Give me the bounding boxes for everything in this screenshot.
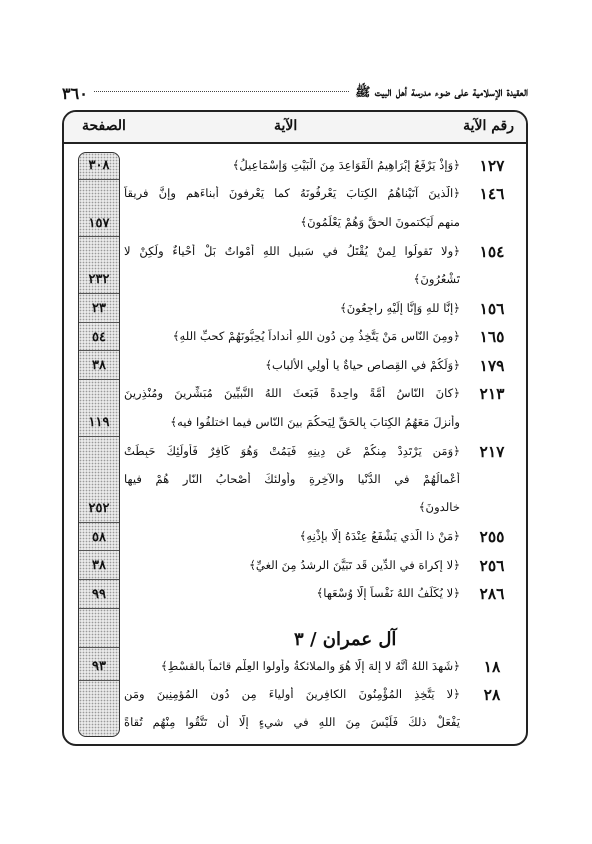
page-ref: ٩٣ xyxy=(92,659,106,674)
row-separator xyxy=(79,379,119,380)
verse-text: ﴿كانَ النّاسُ أُمَّةً واحِدةً فَبَعثَ اللهُ النَّبيِّينَ مُبَشِّرينَ ومُنْذِرينَ xyxy=(124,386,460,400)
index-table xyxy=(62,110,528,746)
row-separator xyxy=(79,236,119,237)
page-ref: ٢٥٢ xyxy=(88,501,110,516)
verse-text: يَفْعَلْ ذلكَ فَلَيْسَ مِنَ اللهِ في شيءٍ إلّا أن تَتَّقُوا مِنْهُم تُقاةً xyxy=(124,715,460,729)
page-ref: ٩٩ xyxy=(92,587,106,602)
verse-number: ١٥٤ xyxy=(479,242,505,261)
row-separator xyxy=(79,680,119,681)
page-ref: ٣٨ xyxy=(92,558,106,573)
table-header xyxy=(64,112,526,144)
verse-text: خالدونَ﴾ xyxy=(418,500,460,514)
verse-text: ﴿لا يَتَّخِذِ المُؤْمِنُونَ الكافِرينَ أولياءَ مِن دُونِ المُؤمِنِينَ ومَن xyxy=(124,687,460,701)
verse-number: ١٥٦ xyxy=(479,299,505,318)
page-ref: ٥٤ xyxy=(92,330,106,345)
surah-heading: آل عمران / ٣ xyxy=(294,629,397,650)
verse-text: ﴿لا يُكَلِّفُ اللهُ نَفْساً إلّا وُسْعَها﴾ xyxy=(316,586,460,600)
verse-number: ٢٥٦ xyxy=(479,556,505,575)
verse-number: ٢٨٦ xyxy=(479,584,505,603)
verse-text: ﴿وَلَكُمْ في القِصاصِ حياةٌ يا أُولِي الألبابِ﴾ xyxy=(265,358,460,372)
verse-number: ٢٨ xyxy=(483,685,501,704)
page-ref: ١٥٧ xyxy=(88,216,110,231)
header-page: الصفحة xyxy=(82,118,126,134)
row-separator xyxy=(79,579,119,580)
row-separator xyxy=(79,550,119,551)
verse-text: ﴿إنَّا للهِ وَإِنَّا إِلَيْهِ راجِعُونَ﴾ xyxy=(339,301,460,315)
verse-text: منهم لَيَكتمونَ الحقَّ وَهُمْ يَعْلَمُونَ﴾ xyxy=(300,215,460,229)
page-ref: ٢٣٢ xyxy=(88,272,110,287)
verse-number: ١٢٧ xyxy=(479,156,505,175)
row-separator xyxy=(79,436,119,437)
page-ref: ١١٩ xyxy=(88,415,110,430)
page-column xyxy=(78,152,120,737)
running-head xyxy=(62,82,528,104)
verse-number: ٢١٣ xyxy=(479,384,505,403)
verse-number: ٢٥٥ xyxy=(479,527,505,546)
leader-dots xyxy=(94,91,350,92)
page-ref: ٣٨ xyxy=(92,358,106,373)
verse-number: ٢١٧ xyxy=(479,442,505,461)
verse-text: ﴿مَنْ ذا الّذي يَشْفَعُ عِنْدَهُ إلّا بإِذْنِهِ﴾ xyxy=(299,529,460,543)
verse-text: تَشْعُرُونَ﴾ xyxy=(413,272,460,286)
verse-number: ١٧٩ xyxy=(479,356,505,375)
verse-text: أعْمالُهُمْ في الدُّنْيا والآخِرةِ وأُولئكَ أصْحابُ النّارِ هُمْ فيها xyxy=(124,472,460,486)
verse-text: ﴿وَإِذْ يَرْفَعُ إِبْرَاهِيمُ الْقَوَاعِدَ مِنَ الْبَيْتِ وَإِسْمَاعِيلُ﴾ xyxy=(232,158,460,172)
row-separator xyxy=(79,647,119,648)
row-separator xyxy=(79,293,119,294)
verse-text: ﴿ولا تَقولُوا لِمنْ يُقْتَلُ في سَبيلِ اللهِ أمْواتٌ بَلْ أحْياءٌ ولَكِنْ لا xyxy=(124,244,460,258)
page-ref: ٣٠٨ xyxy=(88,158,110,173)
header-verse: الآية xyxy=(274,118,298,134)
row-separator xyxy=(79,179,119,180)
page-number: ٣٦٠ xyxy=(62,83,88,103)
row-separator xyxy=(79,522,119,523)
verse-text: ﴿ومِنَ النّاسِ مَنْ يَتَّخِذُ مِن دُونِ اللهِ أنداداً يُحِبُّونَهُمْ كحبِّ اللهِ﴾ xyxy=(172,329,460,343)
row-separator xyxy=(79,322,119,323)
page-ref: ٢٣ xyxy=(92,301,106,316)
row-separator xyxy=(79,608,119,609)
verse-text: ﴿شَهِدَ اللهُ أنَّهُ لا إلهَ إلّا هُوَ والملائكةُ وأُولوا العِلْمِ قائماً بالقسْطِ﴾ xyxy=(160,659,460,673)
verse-text: وأنزلَ مَعَهُمُ الكِتابَ بِالحَقِّ لِيَحكُمَ بينَ النّاسِ فيما اختلفُوا فيه﴾ xyxy=(170,415,460,429)
verse-number: ١٤٦ xyxy=(479,184,505,203)
verse-text: ﴿وَمَن يَرْتَدِدْ مِنكُمْ عَن دِينِهِ فَيَمُتْ وَهُوَ كَافِرٌ فَأُولَئِكَ حَبِطَتْ xyxy=(124,444,460,458)
header-verse-number: رقم الآية xyxy=(463,118,514,134)
page-ref: ٥٨ xyxy=(92,530,106,545)
verse-number: ١٨ xyxy=(483,657,501,676)
row-separator xyxy=(79,350,119,351)
book-title: العقيدة الإسلامية على ضوء مدرسة أهل البيت ﷺ xyxy=(355,83,528,99)
verse-number: ١٦٥ xyxy=(479,327,505,346)
verse-text: ﴿الَّذينَ آتَيْناهُمُ الكِتابَ يَعْرِفُونَهُ كما يَعْرِفونَ أبناءَهم وإنَّ فريقاً xyxy=(124,186,460,200)
verse-text: ﴿لا إكراهَ في الدِّينِ قَد تَبَيَّنَ الرشدُ مِنَ الغيِّ﴾ xyxy=(249,558,460,572)
